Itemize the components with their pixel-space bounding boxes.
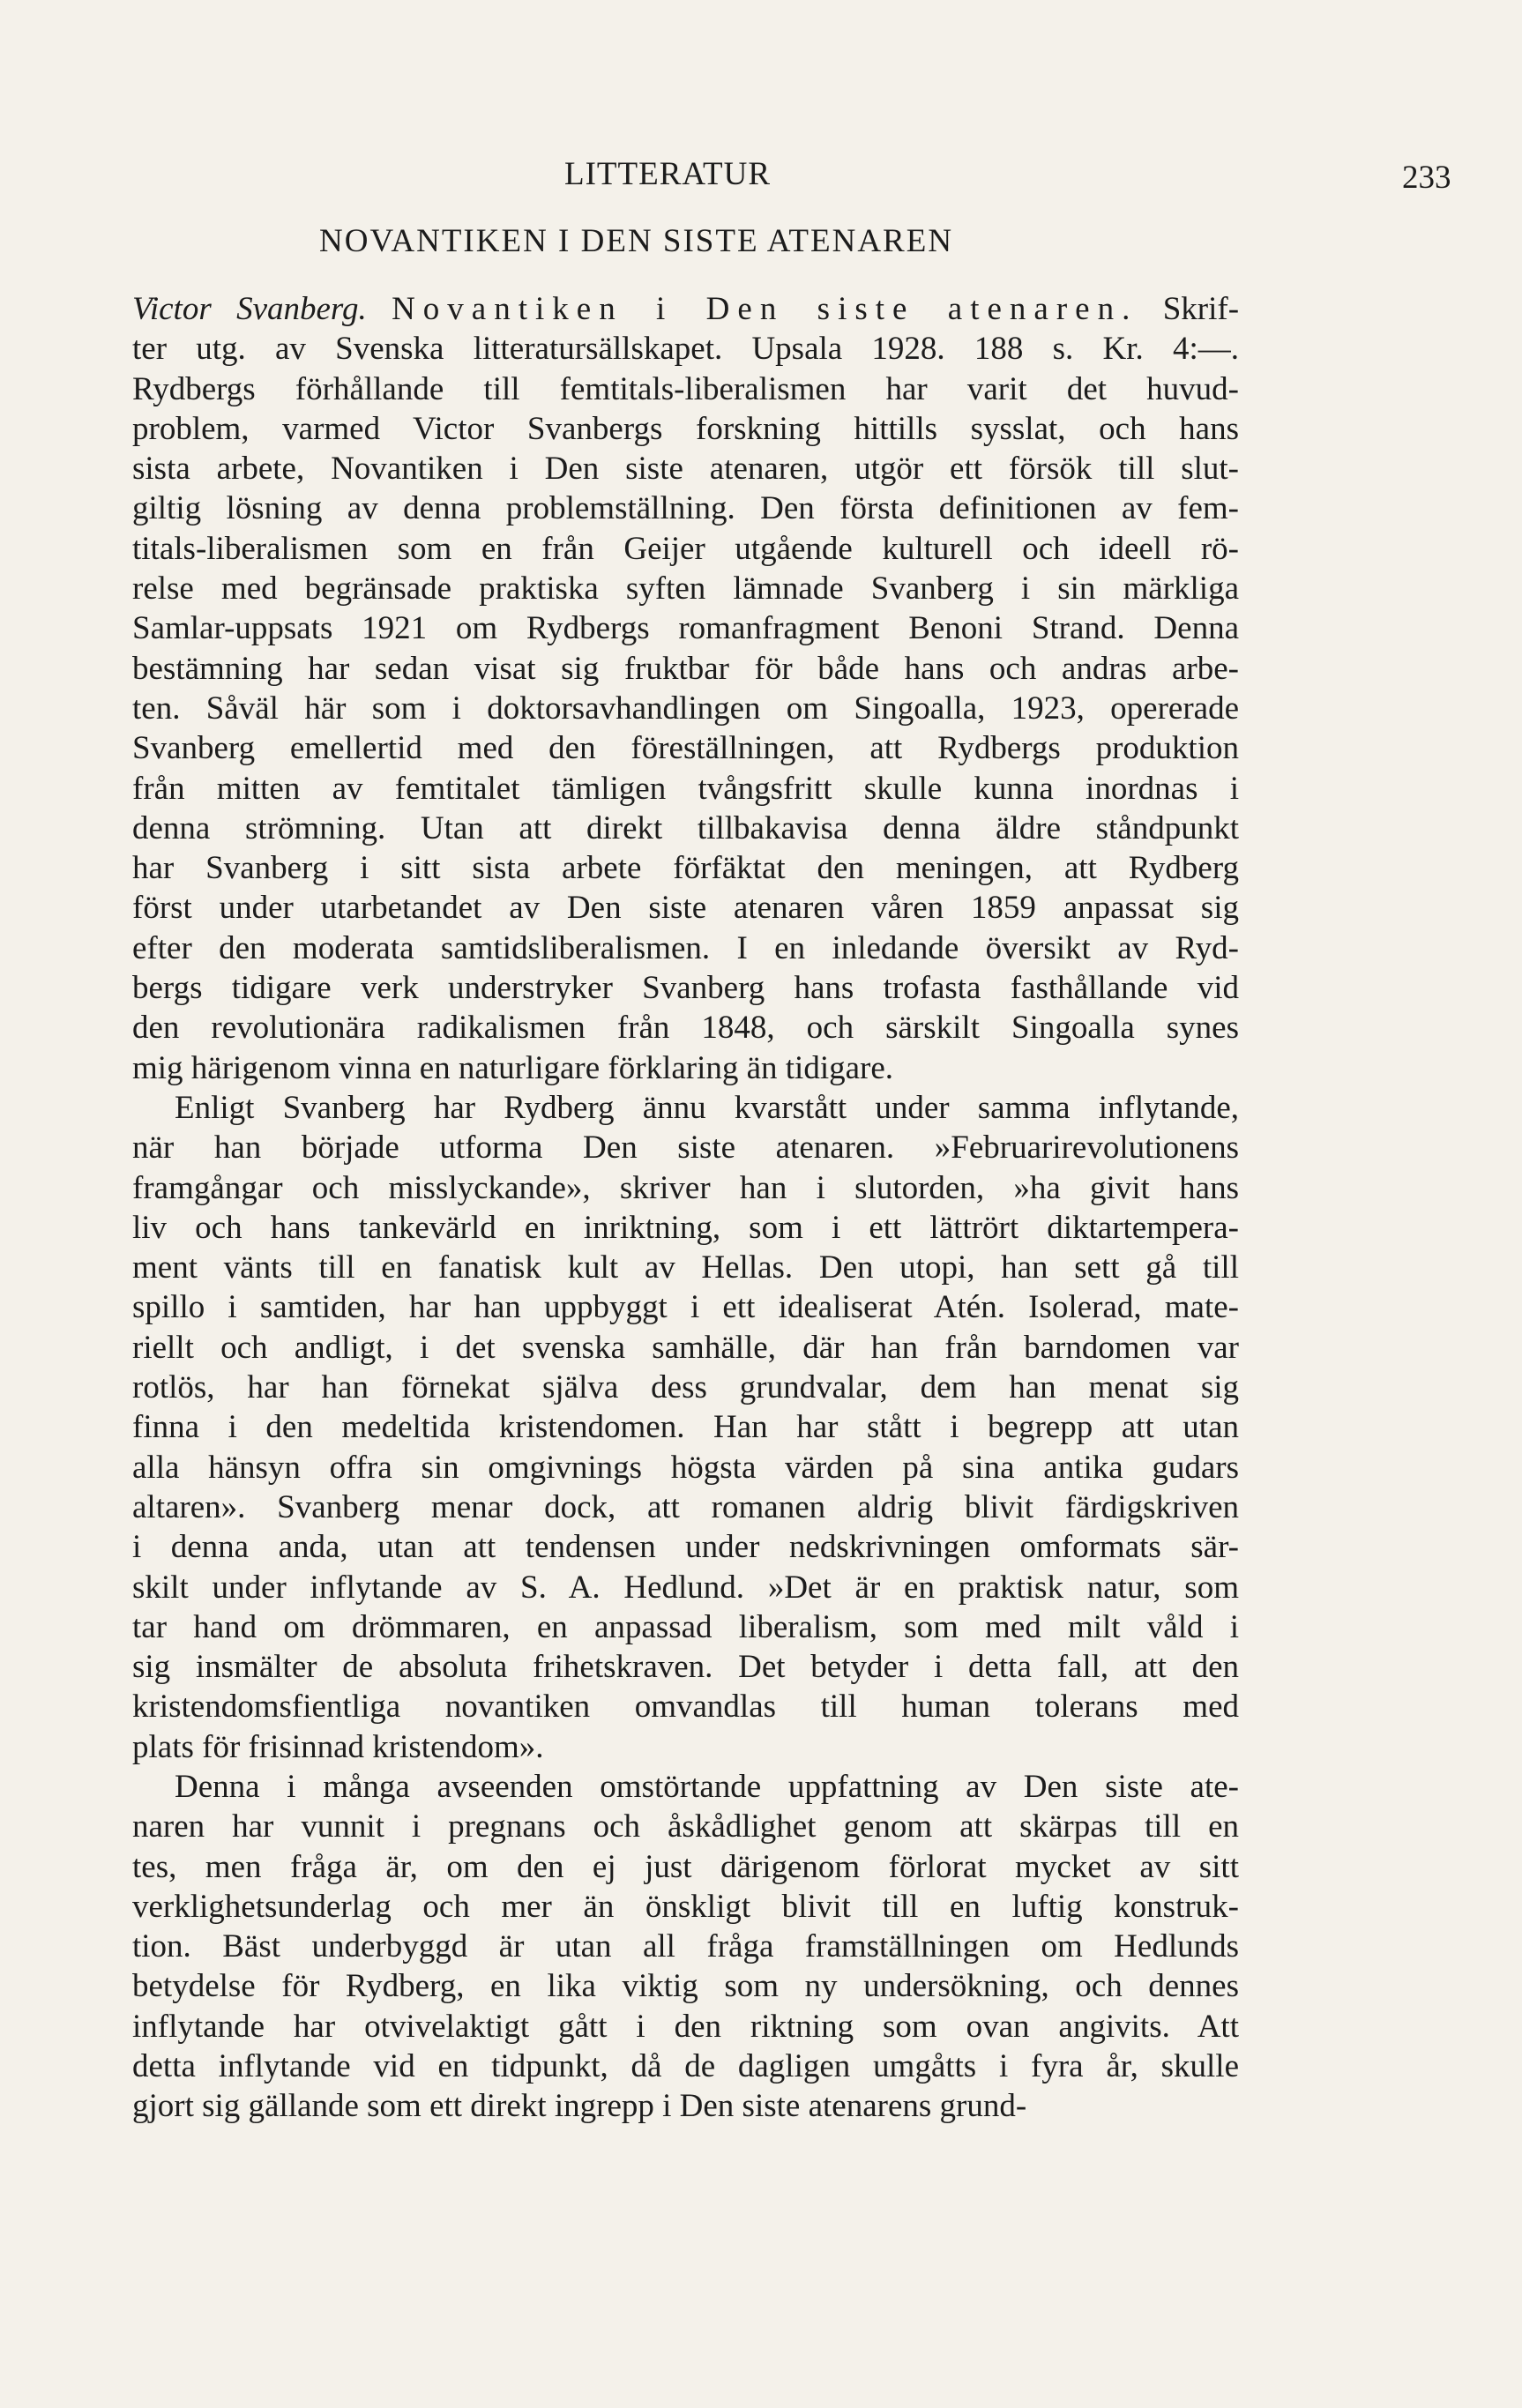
article-title: NOVANTIKEN I DEN SISTE ATENAREN (319, 223, 954, 259)
body-text-line: plats för frisinnad kristendom». (132, 1728, 544, 1765)
body-text-line: gjort sig gällande som ett direkt ingrepp i Den siste atenarens grund- (132, 2088, 1027, 2125)
body-text-line: ment vänts till en fanatisk kult av Hellas. Den utopi, han sett gå till (132, 1249, 1239, 1286)
body-text-line: kristendomsfientliga novantiken omvandlas till human tolerans med (132, 1689, 1239, 1726)
body-text-line: i denna anda, utan att tendensen under nedskrivningen omformats sär- (132, 1529, 1239, 1566)
body-text-line: ten. Såväl här som i doktorsavhandlingen om Singoalla, 1923, opererade (132, 690, 1239, 727)
body-text-line: mig härigenom vinna en naturligare förklaring än tidigare. (132, 1049, 894, 1086)
body-text-line: relse med begränsade praktiska syften lämnade Svanberg i sin märkliga (132, 570, 1239, 608)
body-text-line: betydelse för Rydberg, en lika viktig som ny undersökning, och dennes (132, 1968, 1239, 2005)
citation-author: Victor Svanberg. (132, 291, 367, 327)
body-text-line: sista arbete, Novantiken i Den siste atenaren, utgör ett försök till slut- (132, 451, 1239, 488)
body-text-line: Enligt Svanberg har Rydberg ännu kvarstått under samma inflytande, (175, 1089, 1239, 1126)
body-text-line: rotlös, har han förnekat själva dess grundvalar, dem han menat sig (132, 1369, 1239, 1406)
citation-line-end: Skrif- (1162, 291, 1240, 327)
body-text-line: först under utarbetandet av Den siste atenaren våren 1859 anpassat sig (132, 890, 1239, 927)
body-text-line: Svanberg emellertid med den föreställningen, att Rydbergs produktion (132, 730, 1239, 767)
body-text-line: från mitten av femtitalet tämligen tvångsfritt skulle kunna inordnas i (132, 770, 1239, 807)
citation-publication-line: ter utg. av Svenska litteratursällskapet. Upsala 1928. 188 s. Kr. 4:—. (132, 331, 1239, 368)
body-text-line: har Svanberg i sitt sista arbete förfäktat den meningen, att Rydberg (132, 850, 1239, 887)
body-text-line: denna strömning. Utan att direkt tillbakavisa denna äldre ståndpunkt (132, 809, 1239, 846)
running-header-title: LITTERATUR (564, 156, 772, 192)
body-text-line: framgångar och misslyckande», skriver han i slutorden, »ha givit hans (132, 1169, 1239, 1206)
body-text-line: efter den moderata samtidsliberalismen. I en inledande översikt av Ryd- (132, 929, 1239, 966)
article-body (132, 289, 1239, 2127)
citation-work-title: Novantiken i Den siste atenaren. (392, 291, 1138, 327)
body-text-line: skilt under inflytande av S. A. Hedlund. »Det är en praktisk natur, som (132, 1569, 1239, 1606)
body-text-line: tion. Bäst underbyggd är utan all fråga framställningen om Hedlunds (132, 1928, 1239, 1965)
body-text-line: Denna i många avseenden omstörtande uppfattning av Den siste ate- (175, 1768, 1239, 1805)
body-text-line: när han började utforma Den siste atenaren. »Februarirevolutionens (132, 1129, 1239, 1167)
body-text-line: tar hand om drömmaren, en anpassad liberalism, som med milt våld i (132, 1608, 1239, 1645)
body-text-line: den revolutionära radikalismen från 1848, och särskilt Singoalla synes (132, 1010, 1239, 1047)
body-paragraphs (132, 369, 1239, 2127)
body-text-line: sig insmälter de absoluta frihetskraven. Det betyder i detta fall, att den (132, 1649, 1239, 1686)
body-text-line: detta inflytande vid en tidpunkt, då de dagligen umgåtts i fyra år, skulle (132, 2048, 1239, 2085)
body-text-line: bestämning har sedan visat sig fruktbar för både hans och andras arbe- (132, 650, 1239, 687)
body-text-line: giltig lösning av denna problemställning. Den första definitionen av fem- (132, 490, 1239, 527)
body-text-line: spillo i samtiden, har han uppbyggt i ett idealiserat Atén. Isolerad, mate- (132, 1289, 1239, 1326)
body-text-line: titals-liberalismen som en från Geijer utgående kulturell och ideell rö- (132, 530, 1239, 567)
page-number: 233 (1402, 160, 1451, 196)
body-text-line: verklighetsunderlag och mer än önskligt blivit till en luftig konstruk- (132, 1888, 1239, 1925)
body-text-line: naren har vunnit i pregnans och åskådlighet genom att skärpas till en (132, 1808, 1239, 1845)
citation-line (132, 289, 1239, 329)
body-text-line: altaren». Svanberg menar dock, att romanen aldrig blivit färdigskriven (132, 1488, 1239, 1525)
body-text-line: tes, men fråga är, om den ej just därigenom förlorat mycket av sitt (132, 1848, 1239, 1885)
body-text-line: liv och hans tankevärld en inriktning, som i ett lättrört diktartempera- (132, 1209, 1239, 1246)
body-text-line: riellt och andligt, i det svenska samhälle, där han från barndomen var (132, 1329, 1239, 1366)
body-text-line: finna i den medeltida kristendomen. Han har stått i begrepp att utan (132, 1409, 1239, 1446)
body-text-line: problem, varmed Victor Svanbergs forskning hittills sysslat, och hans (132, 410, 1239, 447)
body-text-line: bergs tidigare verk understryker Svanberg hans trofasta fasthållande vid (132, 970, 1239, 1007)
body-text-line: Rydbergs förhållande till femtitals-liberalismen har varit det huvud- (132, 370, 1239, 407)
body-text-line: alla hänsyn offra sin omgivnings högsta värden på sina antika gudars (132, 1449, 1239, 1486)
body-text-line: inflytande har otvivelaktigt gått i den riktning som ovan angivits. Att (132, 2008, 1239, 2045)
body-text-line: Samlar-uppsats 1921 om Rydbergs romanfragment Benoni Strand. Denna (132, 610, 1239, 647)
